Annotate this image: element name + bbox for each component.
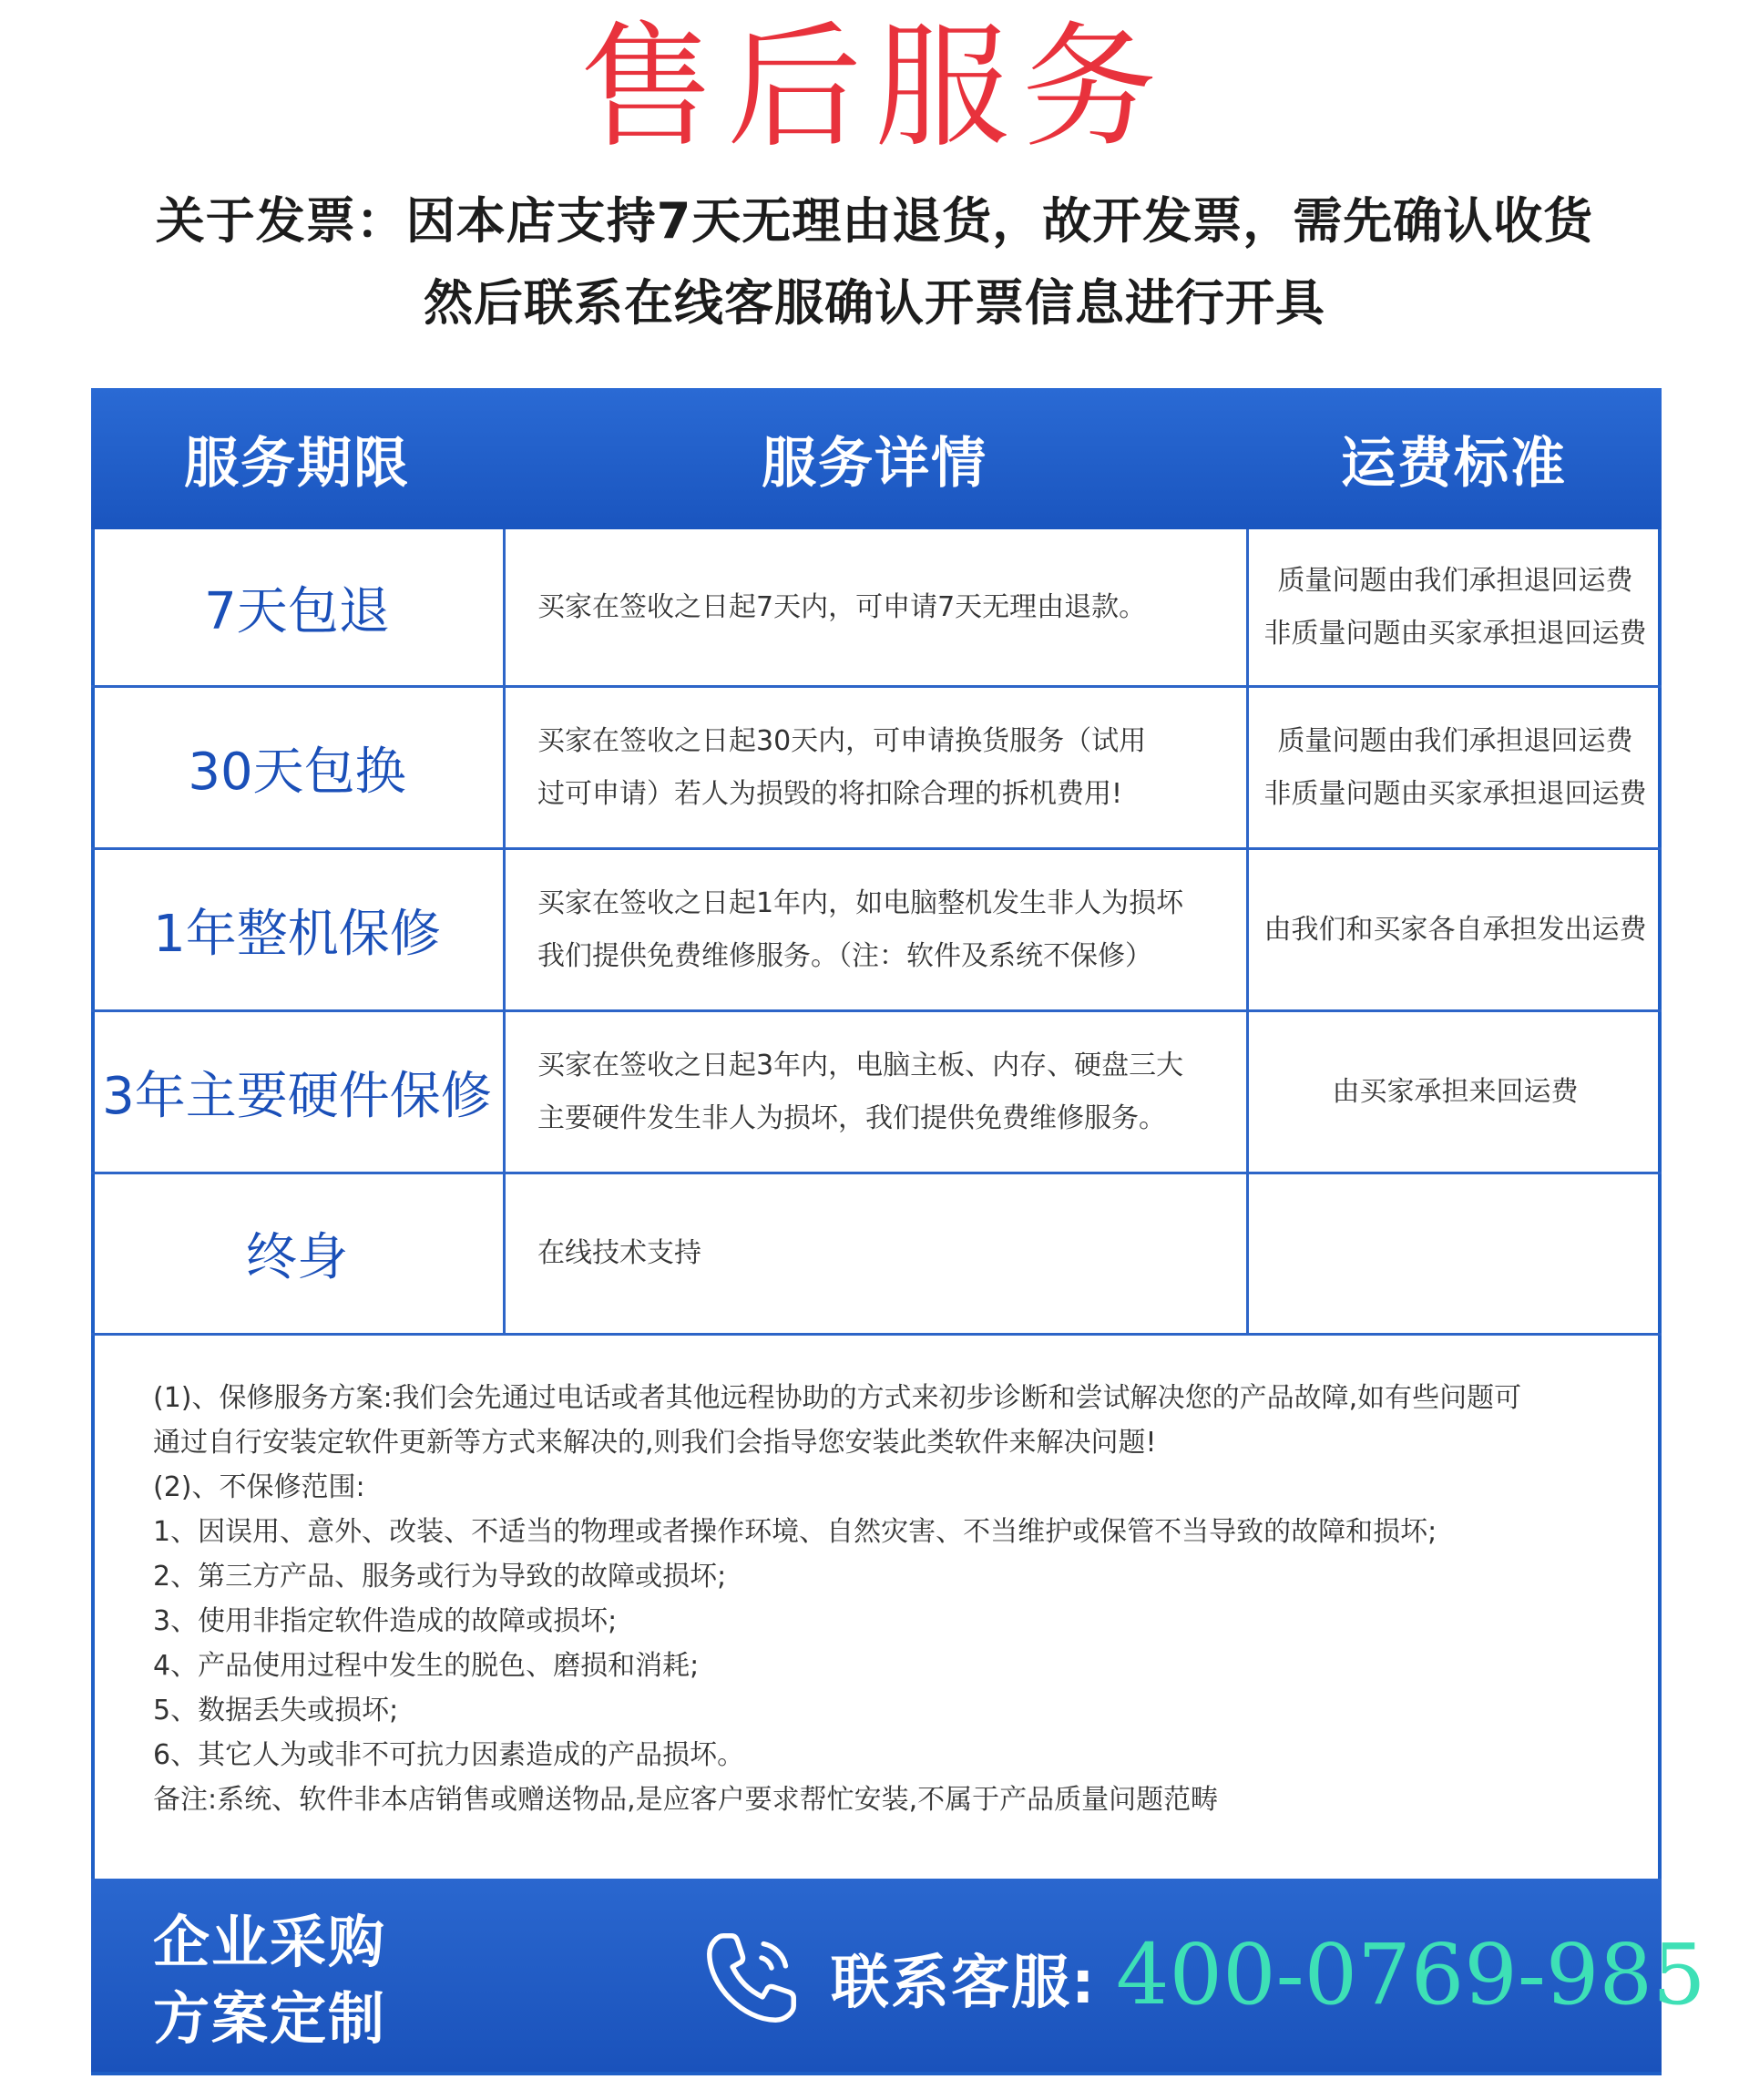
service-detail: [537, 1174, 1230, 1333]
header-service-details: 服务详情: [762, 431, 987, 496]
service-detail: [537, 850, 1230, 1009]
service-detail: [537, 529, 1230, 685]
service-detail-line: 买家在签收之日起3年内，电脑主板、内存、硬盘三大: [537, 1049, 1184, 1081]
service-detail-line: 过可申请）若人为损毁的将扣除合理的拆机费用!: [537, 777, 1123, 810]
shipping-fee-line: 非质量问题由买家承担退回运费: [1263, 777, 1647, 810]
table-header: [91, 388, 1662, 529]
shipping-fee: [1249, 688, 1662, 847]
invoice-notice-line-1: 关于发票：因本店支持7天无理由退货，故开发票，需先确认收货: [155, 192, 1594, 250]
table-row: [91, 529, 1662, 685]
note-line: 1、因误用、意外、改装、不适当的物理或者操作环境、自然灾害、不当维护或保管不当导致的故障和损坏;: [153, 1516, 1437, 1548]
business-purchase-line: 企业采购: [153, 1909, 387, 1975]
service-period: 终身: [246, 1228, 348, 1287]
shipping-fee: [1249, 529, 1662, 685]
shipping-fee: [1249, 1174, 1662, 1333]
note-line: 备注:系统、软件非本店销售或赠送物品,是应客户要求帮忙安装,不属于产品质量问题范畴: [153, 1784, 1219, 1816]
header-service-period: 服务期限: [184, 431, 410, 496]
service-detail-line: 买家在签收之日起30天内，可申请换货服务（试用: [537, 724, 1147, 757]
row-divider: [91, 1333, 1662, 1336]
shipping-fee-line: 非质量问题由买家承担退回运费: [1263, 617, 1647, 650]
shipping-fee-line: 由我们和买家各自承担发出运费: [1263, 913, 1647, 946]
shipping-fee-line: 质量问题由我们承担退回运费: [1277, 724, 1633, 757]
note-line: 5、数据丢失或损坏;: [153, 1695, 399, 1726]
table-row: [91, 1012, 1662, 1172]
service-detail: [537, 688, 1230, 847]
service-period: 1年整机保修: [153, 904, 441, 964]
warranty-notes: [153, 1376, 1629, 1822]
note-line: (1)、保修服务方案:我们会先通过电话或者其他远程协助的方式来初步诊断和尝试解决您的产品故障,如有些问题可: [153, 1382, 1522, 1414]
table-row: [91, 850, 1662, 1009]
service-detail-line: 我们提供免费维修服务。（注：软件及系统不保修）: [537, 939, 1152, 972]
service-period: 7天包退: [204, 581, 390, 641]
note-line: 3、使用非指定软件造成的故障或损坏;: [153, 1605, 618, 1637]
shipping-fee-line: 由买家承担来回运费: [1332, 1075, 1579, 1108]
shipping-fee: [1249, 1012, 1662, 1172]
page-title: 售后服务: [579, 9, 1170, 166]
header-shipping-standard: 运费标准: [1341, 431, 1567, 496]
service-period: 30天包换: [188, 742, 406, 802]
business-purchase-slogan: [153, 1904, 445, 2057]
table-row: [91, 688, 1662, 847]
phone-icon: [701, 1928, 802, 2028]
note-line: (2)、不保修范围:: [153, 1471, 365, 1503]
contact-service-label: 联系客服:: [831, 1950, 1097, 2017]
service-detail-line: 主要硬件发生非人为损坏，我们提供免费维修服务。: [537, 1101, 1166, 1134]
service-table-body: [91, 529, 1662, 1336]
shipping-fee: [1249, 850, 1662, 1009]
service-period: 3年主要硬件保修: [102, 1066, 492, 1126]
note-line: 通过自行安装定软件更新等方式来解决的,则我们会指导您安装此类软件来解决问题!: [153, 1427, 1157, 1459]
note-line: 6、其它人为或非不可抗力因素造成的产品损坏。: [153, 1739, 745, 1771]
custom-solution-line: 方案定制: [153, 1985, 387, 2052]
service-detail-line: 买家在签收之日起1年内，如电脑整机发生非人为损坏: [537, 886, 1184, 919]
service-detail-line: 买家在签收之日起7天内，可申请7天无理由退款。: [537, 590, 1147, 623]
service-detail: [537, 1012, 1230, 1172]
table-row: [91, 1174, 1662, 1333]
shipping-fee-line: 质量问题由我们承担退回运费: [1277, 564, 1633, 597]
service-detail-line: 在线技术支持: [537, 1237, 701, 1269]
hotline-number[interactable]: 400-0769-985: [1116, 1925, 1706, 2023]
invoice-notice-line-2: 然后联系在线客服确认开票信息进行开具: [424, 274, 1325, 332]
note-line: 4、产品使用过程中发生的脱色、磨损和消耗;: [153, 1650, 700, 1682]
note-line: 2、第三方产品、服务或行为导致的故障或损坏;: [153, 1561, 727, 1593]
